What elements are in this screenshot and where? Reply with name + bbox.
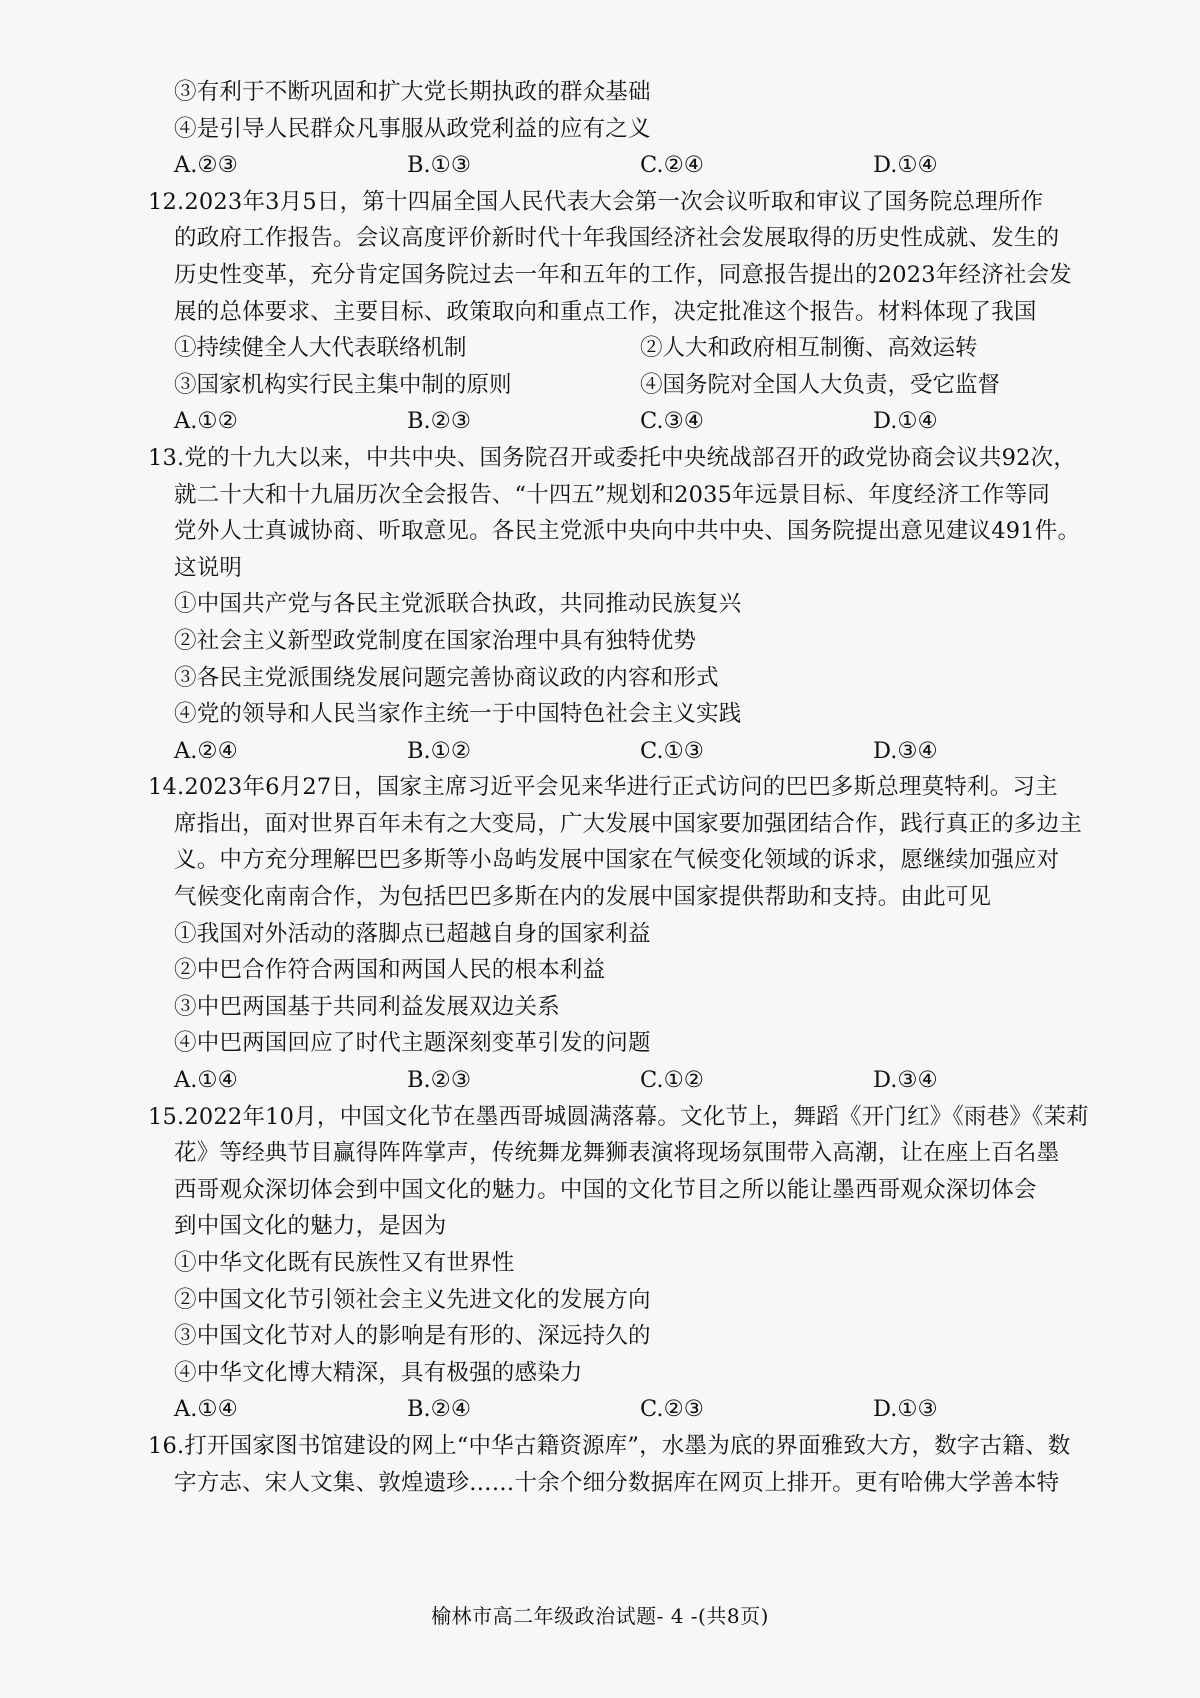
statement: ②社会主义新型政党制度在国家治理中具有独特优势 [174,627,697,654]
question-stem: 花》等经典节目赢得阵阵掌声，传统舞龙舞狮表演将现场氛围带入高潮，让在座上百名墨 [174,1140,1060,1167]
question-16 [148,1428,1120,1501]
statement: ④中巴两国回应了时代主题深刻变革引发的问题 [174,1030,651,1057]
statement: ①持续健全人大代表联络机制 [174,335,467,362]
statement: ①中华文化既有民族性又有世界性 [174,1250,515,1276]
question-11-tail [174,74,1120,184]
question-stem: 的政府工作报告。会议高度评价新时代十年我国经济社会发展取得的历史性成就、发生的 [174,225,1060,252]
option-c: C.②③ [640,1396,704,1423]
question-stem: 12.2023年3月5日，第十四届全国人民代表大会第一次会议听取和审议了国务院总理所作 [148,188,1044,215]
statement-row [174,367,1120,404]
option-a: A.①② [174,408,238,435]
option-d: D.①④ [873,408,938,435]
question-14 [148,769,1120,1098]
statement: ③中国文化节对人的影响是有形的、深远持久的 [174,1323,651,1350]
page-footer: 榆林市高二年级政治试题- 4 -(共8页) [431,1604,769,1628]
question-stem: 到中国文化的魅力，是因为 [174,1213,447,1240]
option-a: A.②④ [174,737,238,764]
statement: ①我国对外活动的落脚点已超越自身的国家利益 [174,920,651,947]
option-d: D.③④ [873,737,938,764]
answer-options [174,403,1120,440]
statement: ③国家机构实行民主集中制的原则 [174,371,512,398]
option-b: B.①② [407,737,472,764]
option-a: A.②③ [174,152,238,179]
answer-options [174,147,1120,184]
statement: ③中巴两国基于共同利益发展双边关系 [174,993,560,1020]
option-a: A.①④ [174,1396,238,1423]
option-d: D.③④ [873,1067,938,1094]
statement: ②人大和政府相互制衡、高效运转 [640,335,978,362]
option-c: C.②④ [640,152,704,179]
option-b: B.②③ [407,1067,472,1094]
statement: ②中国文化节引领社会主义先进文化的发展方向 [174,1286,651,1313]
question-stem: 历史性变革，充分肯定国务院过去一年和五年的工作，同意报告提出的2023年经济社会发 [174,261,1072,288]
option-a: A.①④ [174,1067,238,1094]
option-d: D.①④ [873,152,938,179]
question-stem: 气候变化南南合作，为包括巴巴多斯在内的发展中国家提供帮助和支持。由此可见 [174,884,992,911]
statement: ③有利于不断巩固和扩大党长期执政的群众基础 [174,79,651,105]
option-b: B.①③ [407,152,472,179]
question-stem: 15.2022年10月，中国文化节在墨西哥城圆满落幕。文化节上，舞蹈《开门红》《雨巷》《茉莉 [148,1103,1089,1130]
question-stem: 14.2023年6月27日，国家主席习近平会见来华进行正式访问的巴巴多斯总理莫特利。习主 [148,774,1058,801]
question-15 [148,1099,1120,1428]
statement: ④国务院对全国人大负责，受它监督 [640,371,1001,398]
question-stem: 字方志、宋人文集、敦煌遗珍……十余个细分数据库在网页上排开。更有哈佛大学善本特 [174,1469,1060,1496]
question-stem: 席指出，面对世界百年未有之大变局，广大发展中国家要加强团结合作，践行真正的多边主 [174,810,1083,837]
question-13 [148,440,1120,769]
question-12 [148,184,1120,440]
statement: ④中华文化博大精深，具有极强的感染力 [174,1359,583,1386]
question-stem: 西哥观众深切体会到中国文化的魅力。中国的文化节目之所以能让墨西哥观众深切体会 [174,1176,1037,1203]
statement: ①中国共产党与各民主党派联合执政，共同推动民族复兴 [174,591,742,618]
question-stem: 党外人士真诚协商、听取意见。各民主党派中央向中共中央、国务院提出意见建议491件。 [174,518,1081,545]
answer-options [174,733,1120,770]
question-stem: 这说明 [174,554,243,581]
question-stem: 展的总体要求、主要目标、政策取向和重点工作，决定批准这个报告。材料体现了我国 [174,298,1037,325]
statement: ③各民主党派围绕发展问题完善协商议政的内容和形式 [174,664,719,691]
option-c: C.①③ [640,737,704,764]
option-c: C.①② [640,1067,704,1094]
statement: ④是引导人民群众凡事服从政党利益的应有之义 [174,115,651,142]
statement-row [174,330,1120,367]
option-d: D.①③ [873,1396,938,1423]
statement: ②中巴合作符合两国和两国人民的根本利益 [174,957,606,984]
option-c: C.③④ [640,408,704,435]
answer-options [174,1391,1120,1428]
option-b: B.②③ [407,408,472,435]
option-b: B.②④ [407,1396,472,1423]
question-stem: 义。中方充分理解巴巴多斯等小岛屿发展中国家在气候变化领域的诉求，愿继续加强应对 [174,847,1060,874]
answer-options [174,1062,1120,1099]
question-stem: 16.打开国家图书馆建设的网上“中华古籍资源库”，水墨为底的界面雅致大方，数字古籍、数 [148,1432,1071,1459]
question-stem: 就二十大和十九届历次全会报告、“十四五”规划和2035年远景目标、年度经济工作等同 [174,481,1050,508]
statement: ④党的领导和人民当家作主统一于中国特色社会主义实践 [174,701,742,728]
question-stem: 13.党的十九大以来，中共中央、国务院召开或委托中央统战部召开的政党协商会议共92次， [148,444,1077,471]
